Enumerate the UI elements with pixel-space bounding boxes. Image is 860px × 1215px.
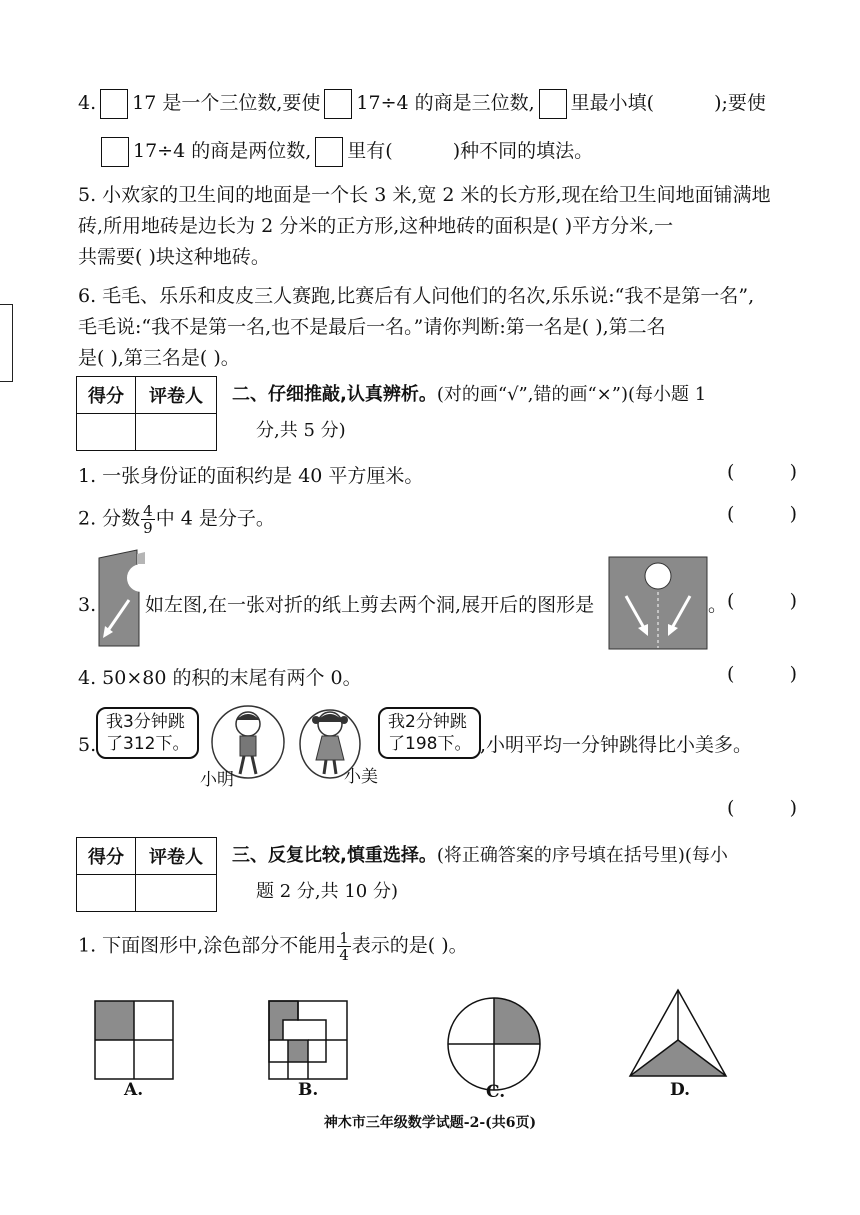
question-4-line2: 17÷4 的商是两位数, 里有( )种不同的填法。 xyxy=(97,136,593,167)
option-a-square-image xyxy=(94,1000,174,1080)
page-footer: 神木市三年级数学试题-2-(共6页) xyxy=(323,1115,537,1131)
section-2-desc: 分,共 5 分) xyxy=(256,420,346,441)
digit-box[interactable] xyxy=(324,89,352,119)
digit-box[interactable] xyxy=(100,89,128,119)
option-d-label: D. xyxy=(670,1080,691,1100)
question-6-line2: 毛毛说:“我不是第一名,也不是最后一名。”请你判断:第一名是( ),第二名 xyxy=(78,316,666,338)
question-5-line1: 5. 小欢家的卫生间的地面是一个长 3 米,宽 2 米的长方形,现在给卫生间地面铺满地 xyxy=(78,184,771,206)
grader-label: 评卷人 xyxy=(136,377,217,414)
tf-question-5-number: 5. xyxy=(78,734,97,756)
tf-question-2: 2. 分数 $\frac{4}{9}$ 中 4 是分子。 xyxy=(78,502,275,537)
answer-paren-5[interactable]: ( ) xyxy=(727,797,797,819)
question-6-line3: 是( ),第三名是( )。 xyxy=(78,347,240,369)
section-2-heading: 二、仔细推敲,认真辨析。(对的画“√”,错的画“×”)(每小题 1 xyxy=(232,384,707,405)
section-3-desc: 题 2 分,共 10 分) xyxy=(256,881,398,902)
digit-box[interactable] xyxy=(315,137,343,167)
score-cell[interactable] xyxy=(77,875,136,912)
score-label: 得分 xyxy=(77,377,136,414)
digit-box[interactable] xyxy=(539,89,567,119)
option-c-circle-image xyxy=(446,996,542,1092)
section-3-heading: 三、反复比较,慎重选择。(将正确答案的序号填在括号里)(每小 xyxy=(232,845,728,866)
fraction-4-9: $\frac{4}{9}$ xyxy=(143,502,153,537)
speech-bubble-xiaoming: 我3分钟跳 了312下。 xyxy=(96,707,199,759)
option-c-label: C. xyxy=(486,1082,506,1102)
score-table-section-3 xyxy=(76,837,217,912)
tf-question-3: 如左图,在一张对折的纸上剪去两个洞,展开后的图形是 xyxy=(145,594,595,616)
grader-cell[interactable] xyxy=(136,875,217,912)
tf-question-3-number: 3. xyxy=(78,594,97,616)
question-5-line3: 共需要( )块这种地砖。 xyxy=(78,246,270,268)
speech-bubble-xiaomei: 我2分钟跳 了198下。 xyxy=(378,707,481,759)
tf-question-3-end: 。 xyxy=(708,594,728,616)
digit-box[interactable] xyxy=(101,137,129,167)
answer-paren-3[interactable]: ( ) xyxy=(727,590,797,612)
answer-paren-1[interactable]: ( ) xyxy=(727,461,797,483)
binding-margin-mark xyxy=(0,304,13,382)
question-5-line2: 砖,所用地砖是边长为 2 分米的正方形,这种地砖的面积是( )平方分米,一 xyxy=(78,215,674,237)
name-xiaoming: 小明 xyxy=(200,770,234,790)
unfolded-paper-image xyxy=(608,556,708,650)
fraction-1-4: $\frac{1}{4}$ xyxy=(339,929,349,964)
answer-paren-4[interactable]: ( ) xyxy=(727,663,797,685)
score-cell[interactable] xyxy=(77,414,136,451)
tf-question-1: 1. 一张身份证的面积约是 40 平方厘米。 xyxy=(78,465,424,487)
question-6-line1: 6. 毛毛、乐乐和皮皮三人赛跑,比赛后有人问他们的名次,乐乐说:“我不是第一名”, xyxy=(78,285,755,307)
grader-cell[interactable] xyxy=(136,414,217,451)
option-b-puzzle-square-image xyxy=(268,1000,348,1080)
score-table-section-2 xyxy=(76,376,217,451)
name-xiaomei: 小美 xyxy=(344,767,378,787)
tf-question-5: ,小明平均一分钟跳得比小美多。 xyxy=(480,734,753,756)
option-b-label: B. xyxy=(298,1080,319,1100)
answer-paren-2[interactable]: ( ) xyxy=(727,503,797,525)
grader-label: 评卷人 xyxy=(136,838,217,875)
option-a-label: A. xyxy=(124,1080,144,1100)
score-label: 得分 xyxy=(77,838,136,875)
option-d-triangle-image xyxy=(628,988,728,1078)
question-4-line1: 4. 17 是一个三位数,要使 17÷4 的商是三位数, 里最小填( );要使 xyxy=(78,88,766,119)
tf-question-4: 4. 50×80 的积的末尾有两个 0。 xyxy=(78,667,362,689)
choice-question-1: 1. 下面图形中,涂色部分不能用 $\frac{1}{4}$ 表示的是( )。 xyxy=(78,929,468,964)
